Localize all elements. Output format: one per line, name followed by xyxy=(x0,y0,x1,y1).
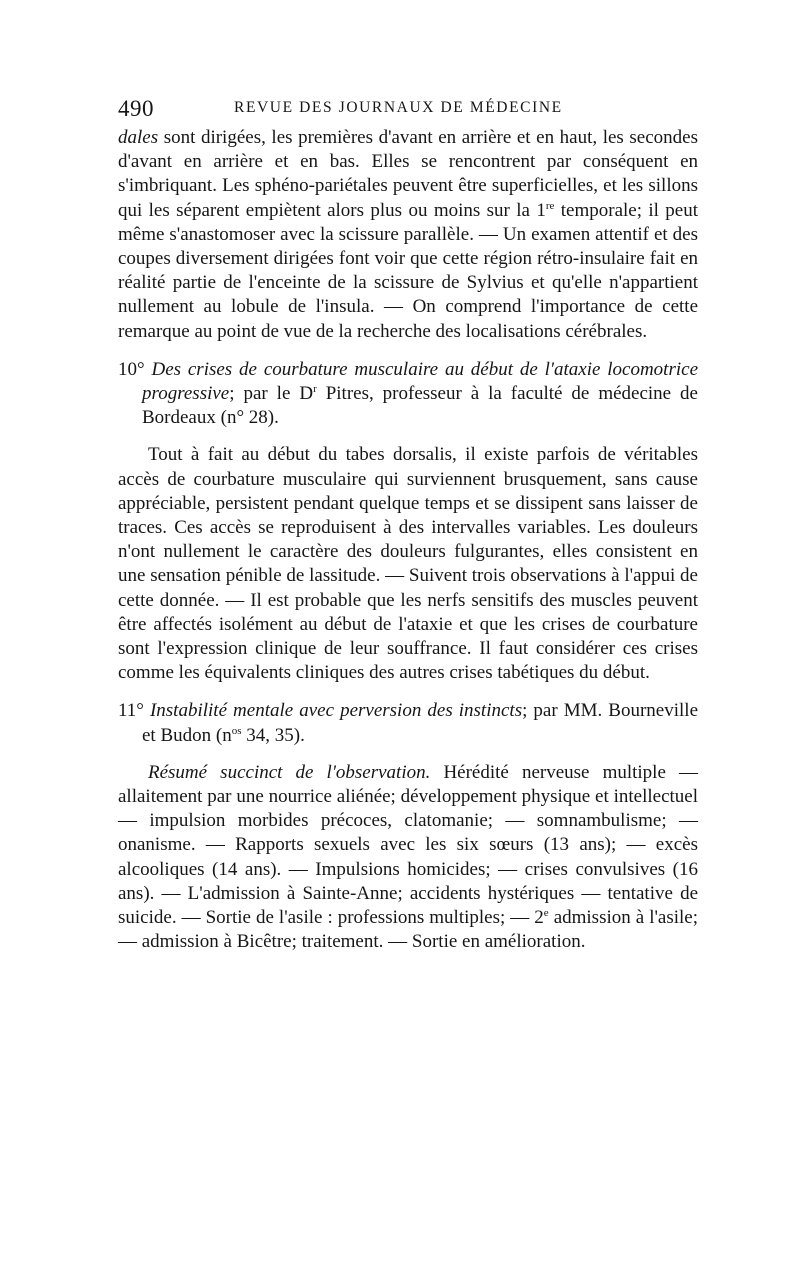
page-body xyxy=(118,126,698,955)
article-10-heading xyxy=(118,358,698,431)
running-header xyxy=(118,96,698,122)
superscript: r xyxy=(313,383,317,396)
paragraph-continuation xyxy=(118,126,698,344)
page-number: 490 xyxy=(118,96,154,121)
article-author: ; par le D xyxy=(229,383,314,405)
article-number: 10° xyxy=(118,358,145,380)
observation-summary xyxy=(118,761,698,955)
superscript: re xyxy=(545,199,555,212)
article-title: Instabilité mentale avec perversion des instincts xyxy=(149,700,523,722)
running-title: REVUE DES JOURNAUX DE MÉDECINE xyxy=(234,99,563,116)
article-10-summary: Tout à fait au début du tabes dorsalis, il existe parfois de véritables accès de courbature musculaire qui surviennent brusquement, sans cause appréciable, persistent pendant quelque temps et se dissipent sans laisser de traces. Ces accès se reproduisent à des intervalles variables. Les douleurs n'ont nullement le caractère des douleurs fulgurantes, elles consistent en une sensation pénible de lassitude. — Suivent trois observations à l'appui de cette donnée. — Il est probable que les nerfs sensitifs des muscles peuvent être affectés isolément au début de l'ataxie et que les crises de courbature sont l'expression clinique de leur souffrance. Il faut considérer ces crises comme les équivalents cliniques des autres crises tabétiques du début. xyxy=(118,444,698,684)
superscript: e xyxy=(543,907,549,920)
paragraph-text: temporale; il peut même s'anastomoser avec la scissure parallèle. — Un examen attentif et des coupes diversement dirigées font voir que cette région rétro-insulaire fait en réalité partie de l'enceinte de la scissure de Sylvius et qu'elle n'appartient nullement au lobule de l'insula. — On comprend l'importance de cette remarque au point de vue de la recherche des localisations cérébrales. xyxy=(118,199,699,342)
superscript: os xyxy=(231,724,242,737)
paragraph-text: Hérédité nerveuse multiple — allaitement par une nourrice aliénée; développement physique et intellectuel — impulsion morbides précoces, clatomanie; — somnambulisme; — onanisme. — Rapports sexuels avec les six sœurs (13 ans); — excès alcooliques (14 ans). — Impulsions homicides; — crises convulsives (16 ans). — L'admission à Sainte-Anne; accidents hystériques — tentative de suicide. — Sortie de l'asile : professions multiples; — 2 xyxy=(118,761,698,929)
paragraph-text: sont dirigées, les premières d'avant en arrière et en haut, les secondes d'avant en arrière et en bas. Elles se rencontrent par conséquent en s'imbriquant. Les sphéno-pariétales peuvent être superficielles, et les sillons qui les séparent empiètent alors plus ou moins sur la 1 xyxy=(118,127,698,221)
article-number: 11° xyxy=(118,700,144,722)
paragraph-text: admission à l'asile; — admission à Bicêtre; traitement. — Sortie en amélioration. xyxy=(118,907,698,953)
italic-lead: dales xyxy=(118,127,159,148)
italic-lead: Résumé succinct de l'observation. xyxy=(148,761,431,783)
article-source: Pitres, professeur à la faculté de médecine de Bordeaux (n° 28). xyxy=(142,383,698,429)
article-title: Des crises de courbature musculaire au début de l'ataxie locomotrice progressive xyxy=(142,358,699,405)
article-source: 34, 35). xyxy=(241,724,305,746)
article-11-heading xyxy=(118,699,698,747)
article-author: ; par MM. Bourneville et Budon (n xyxy=(142,700,699,746)
